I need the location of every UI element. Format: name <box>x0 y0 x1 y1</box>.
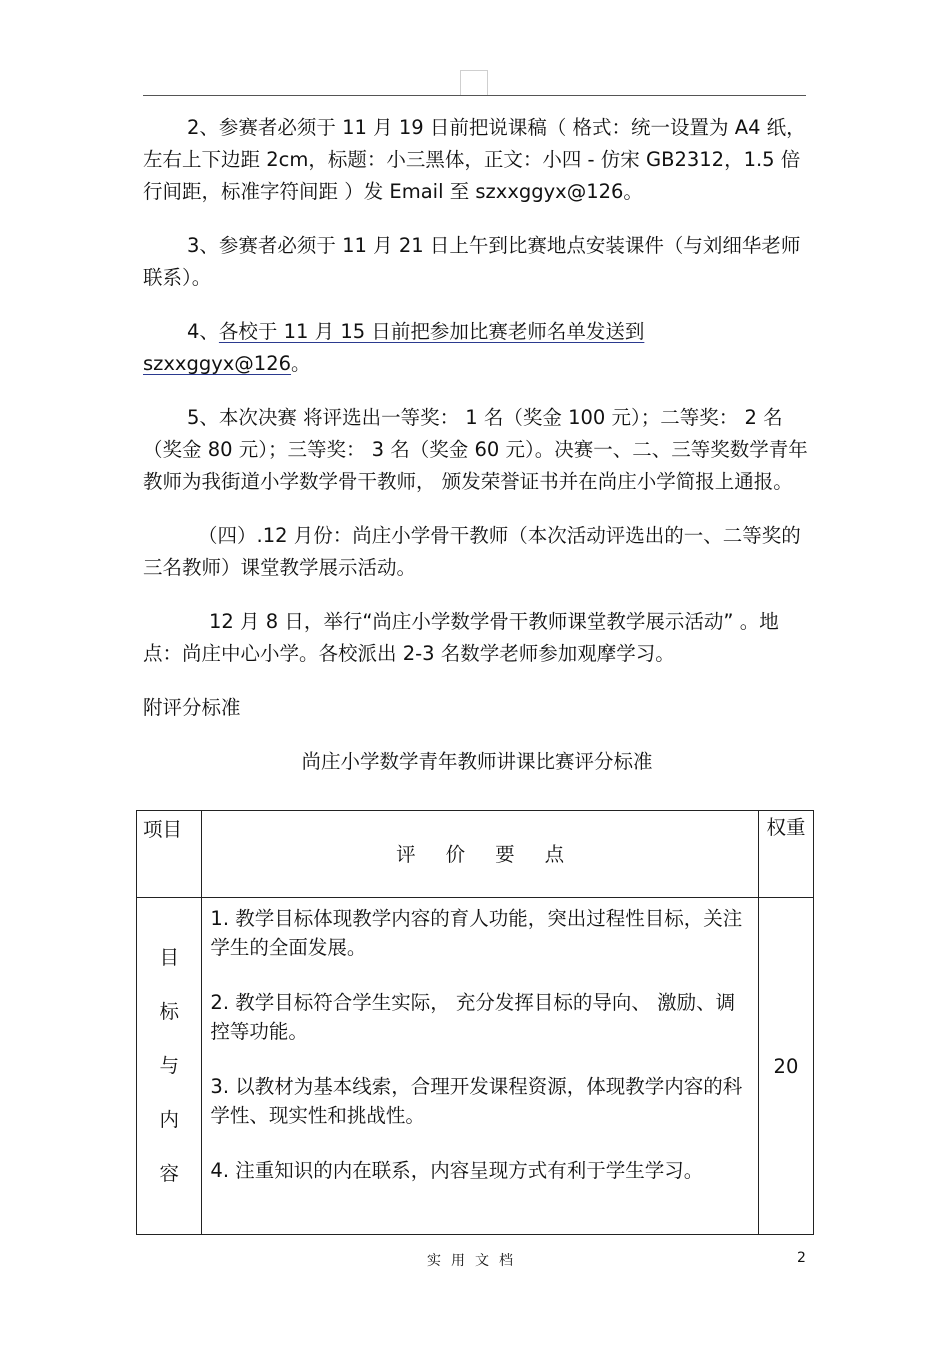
header-box <box>460 70 488 96</box>
item-label-char: 与 <box>159 1054 179 1077</box>
document-body <box>143 112 811 796</box>
header-item: 项目 <box>137 811 202 898</box>
item-label <box>137 931 201 1201</box>
header-points: 评价要点 <box>202 811 759 898</box>
table-header-row <box>137 811 814 898</box>
weight-cell: 20 <box>758 898 813 1235</box>
footer-label: 实用文档 <box>427 1253 523 1269</box>
table-row <box>137 898 814 1235</box>
paragraph-2: 2、参赛者必须于 11 月 19 日前把说课稿（ 格式：统一设置为 A4 纸，左右上下边距 2cm，标题：小三黑体，正文：小四 - 仿宋 GB2312，1.5 倍行间距，标准字符间距 ）发 Email 至 szxxggyx@126。 <box>143 116 806 203</box>
table-title: 尚庄小学数学青年教师讲课比赛评分标准 <box>301 750 653 773</box>
header-weight: 权重 <box>758 811 813 898</box>
point-2: 2. 教学目标符合学生实际， 充分发挥目标的导向、 激励、调控等功能。 <box>210 991 736 1043</box>
page-number: 2 <box>797 1250 806 1266</box>
paragraph-6: （四）.12 月份：尚庄小学骨干教师（本次活动评选出的一、二等奖的三名教师）课堂教学展示活动。 <box>143 524 801 579</box>
scoring-table <box>136 810 814 1235</box>
paragraph-7: 12 月 8 日，举行“尚庄小学数学骨干教师课堂教学展示活动” 。地点：尚庄中心小学。各校派出 2-3 名数学老师参加观摩学习。 <box>143 610 779 665</box>
item-cell <box>137 898 202 1235</box>
item-label-char: 容 <box>159 1162 179 1185</box>
paragraph-4-suffix: 。 <box>291 352 311 375</box>
point-1: 1. 教学目标体现教学内容的育人功能，突出过程性目标，关注学生的全面发展。 <box>210 907 743 959</box>
header-rule <box>143 95 806 96</box>
points-cell <box>202 898 759 1235</box>
item-label-char: 目 <box>159 946 179 969</box>
paragraph-5: 5、本次决赛 将评选出一等奖： 1 名（奖金 100 元）；二等奖： 2 名（奖金 80 元）；三等奖： 3 名（奖金 60 元）。决赛一、二、三等奖数学青年教师为我街道小学数学骨干教师， 颁发荣誉证书并在尚庄小学简报上通报。 <box>143 406 808 493</box>
point-3: 3. 以教材为基本线索，合理开发课程资源，体现教学内容的科学性、现实性和挑战性。 <box>210 1075 743 1127</box>
paragraph-4 <box>143 316 811 380</box>
item-label-char: 标 <box>159 1000 179 1023</box>
item-label-char: 内 <box>159 1108 179 1131</box>
appendix-label: 附评分标准 <box>143 696 241 719</box>
paragraph-4-prefix: 4、 <box>187 320 219 343</box>
paragraph-4-link[interactable]: 各校于 11 月 15 日前把参加比赛老师名单发送到 szxxggyx@126 <box>143 320 645 375</box>
point-4: 4. 注重知识的内在联系，内容呈现方式有利于学生学习。 <box>210 1159 704 1182</box>
paragraph-3: 3、参赛者必须于 11 月 21 日上午到比赛地点安装课件（与刘细华老师联系）。 <box>143 234 801 289</box>
